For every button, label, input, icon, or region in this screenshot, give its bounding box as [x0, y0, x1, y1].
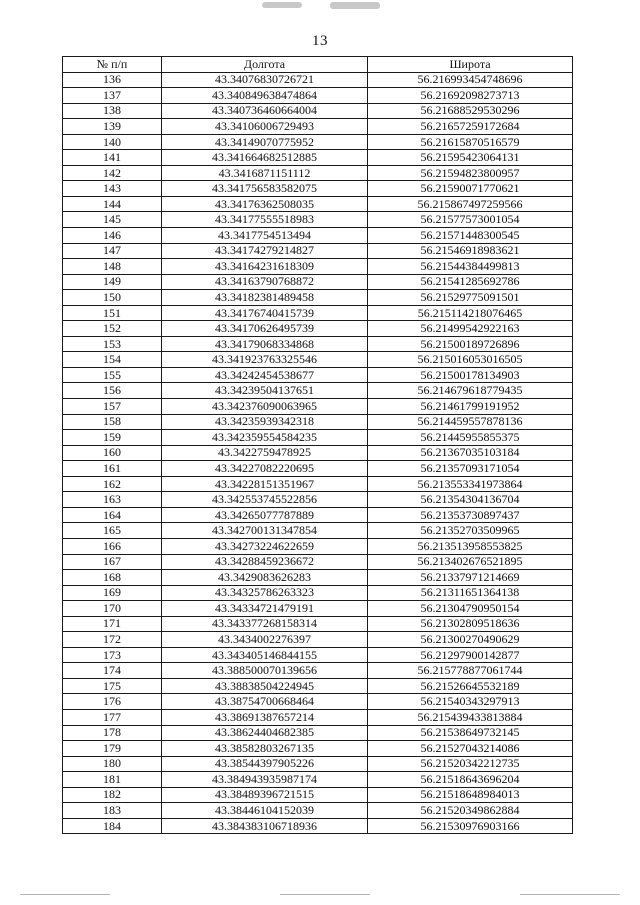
- latitude-cell: 56.213553341973864: [368, 476, 573, 492]
- table-row: [63, 647, 573, 663]
- row-number-cell: 175: [63, 678, 162, 694]
- latitude-cell: 56.21538649732145: [368, 725, 573, 741]
- longitude-cell: 43.34227082220695: [162, 461, 368, 477]
- table-row: [63, 103, 573, 119]
- table-row: [63, 492, 573, 508]
- table-row: [63, 414, 573, 430]
- longitude-cell: 43.34239504137651: [162, 383, 368, 399]
- latitude-cell: 56.215016053016505: [368, 352, 573, 368]
- scan-artifact: [262, 2, 302, 8]
- row-number-cell: 142: [63, 165, 162, 181]
- row-number-cell: 168: [63, 570, 162, 586]
- row-number-cell: 164: [63, 507, 162, 523]
- latitude-cell: 56.21518643696204: [368, 772, 573, 788]
- header-latitude: Широта: [368, 57, 573, 73]
- longitude-cell: 43.384943935987174: [162, 772, 368, 788]
- latitude-cell: 56.21297900142877: [368, 647, 573, 663]
- row-number-cell: 139: [63, 119, 162, 135]
- table-row: [63, 601, 573, 617]
- longitude-cell: 43.34334721479191: [162, 601, 368, 617]
- row-number-cell: 178: [63, 725, 162, 741]
- table-row: [63, 243, 573, 259]
- latitude-cell: 56.21688529530296: [368, 103, 573, 119]
- longitude-cell: 43.3416871151112: [162, 165, 368, 181]
- longitude-cell: 43.34273224622659: [162, 538, 368, 554]
- longitude-cell: 43.34265077787889: [162, 507, 368, 523]
- row-number-cell: 138: [63, 103, 162, 119]
- table-row: [63, 663, 573, 679]
- longitude-cell: 43.34106006729493: [162, 119, 368, 135]
- longitude-cell: 43.38544397905226: [162, 756, 368, 772]
- latitude-cell: 56.21594823800957: [368, 165, 573, 181]
- latitude-cell: 56.21500178134903: [368, 367, 573, 383]
- longitude-cell: 43.342553745522856: [162, 492, 368, 508]
- row-number-cell: 149: [63, 274, 162, 290]
- latitude-cell: 56.21540343297913: [368, 694, 573, 710]
- latitude-cell: 56.21529775091501: [368, 290, 573, 306]
- longitude-cell: 43.38582803267135: [162, 741, 368, 757]
- latitude-cell: 56.215439433813884: [368, 709, 573, 725]
- longitude-cell: 43.34163790768872: [162, 274, 368, 290]
- longitude-cell: 43.34288459236672: [162, 554, 368, 570]
- row-number-cell: 167: [63, 554, 162, 570]
- latitude-cell: 56.21367035103184: [368, 445, 573, 461]
- latitude-cell: 56.21300270490629: [368, 632, 573, 648]
- footer-rule: [280, 894, 370, 895]
- row-number-cell: 174: [63, 663, 162, 679]
- longitude-cell: 43.340736460664004: [162, 103, 368, 119]
- latitude-cell: 56.215778877061744: [368, 663, 573, 679]
- table-row: [63, 741, 573, 757]
- longitude-cell: 43.341664682512885: [162, 150, 368, 166]
- table-row: [63, 538, 573, 554]
- header-longitude: Долгота: [162, 57, 368, 73]
- latitude-cell: 56.21544384499813: [368, 259, 573, 275]
- latitude-cell: 56.21518648984013: [368, 787, 573, 803]
- table-row: [63, 399, 573, 415]
- longitude-cell: 43.38754700668464: [162, 694, 368, 710]
- table-row: [63, 725, 573, 741]
- longitude-cell: 43.34176362508035: [162, 196, 368, 212]
- row-number-cell: 161: [63, 461, 162, 477]
- row-number-cell: 153: [63, 336, 162, 352]
- longitude-cell: 43.343377268158314: [162, 616, 368, 632]
- latitude-cell: 56.214459557878136: [368, 414, 573, 430]
- row-number-cell: 163: [63, 492, 162, 508]
- latitude-cell: 56.21595423064131: [368, 150, 573, 166]
- page-number: 13: [312, 33, 328, 49]
- row-number-cell: 172: [63, 632, 162, 648]
- footer-rule: [20, 894, 110, 895]
- longitude-cell: 43.3422759478925: [162, 445, 368, 461]
- table-row: [63, 554, 573, 570]
- longitude-cell: 43.34170626495739: [162, 321, 368, 337]
- longitude-cell: 43.34164231618309: [162, 259, 368, 275]
- table-row: [63, 756, 573, 772]
- longitude-cell: 43.3429083626283: [162, 570, 368, 586]
- latitude-cell: 56.21520342212735: [368, 756, 573, 772]
- latitude-cell: 56.21311651364138: [368, 585, 573, 601]
- table-row: [63, 165, 573, 181]
- row-number-cell: 147: [63, 243, 162, 259]
- longitude-cell: 43.34076830726721: [162, 72, 368, 88]
- longitude-cell: 43.34176740415739: [162, 305, 368, 321]
- row-number-cell: 141: [63, 150, 162, 166]
- latitude-cell: 56.21354304136704: [368, 492, 573, 508]
- latitude-cell: 56.21530976903166: [368, 818, 573, 834]
- latitude-cell: 56.21357093171054: [368, 461, 573, 477]
- longitude-cell: 43.342376090063965: [162, 399, 368, 415]
- table-row: [63, 694, 573, 710]
- longitude-cell: 43.340849638474864: [162, 88, 368, 104]
- row-number-cell: 169: [63, 585, 162, 601]
- longitude-cell: 43.34325786263323: [162, 585, 368, 601]
- table-row: [63, 88, 573, 104]
- table-row: [63, 787, 573, 803]
- table-row: [63, 134, 573, 150]
- table-row: [63, 818, 573, 834]
- row-number-cell: 146: [63, 228, 162, 244]
- longitude-cell: 43.38624404682385: [162, 725, 368, 741]
- row-number-cell: 158: [63, 414, 162, 430]
- table-row: [63, 72, 573, 88]
- latitude-cell: 56.21615870516579: [368, 134, 573, 150]
- longitude-cell: 43.3434002276397: [162, 632, 368, 648]
- longitude-cell: 43.34149070775952: [162, 134, 368, 150]
- table-row: [63, 616, 573, 632]
- table-row: [63, 336, 573, 352]
- latitude-cell: 56.21527043214086: [368, 741, 573, 757]
- latitude-cell: 56.216993454748696: [368, 72, 573, 88]
- latitude-cell: 56.214679618779435: [368, 383, 573, 399]
- row-number-cell: 157: [63, 399, 162, 415]
- latitude-cell: 56.21461799191952: [368, 399, 573, 415]
- table-row: [63, 383, 573, 399]
- longitude-cell: 43.34182381489458: [162, 290, 368, 306]
- row-number-cell: 165: [63, 523, 162, 539]
- row-number-cell: 156: [63, 383, 162, 399]
- table-row: [63, 678, 573, 694]
- latitude-cell: 56.21526645532189: [368, 678, 573, 694]
- table-row: [63, 119, 573, 135]
- row-number-cell: 173: [63, 647, 162, 663]
- row-number-cell: 183: [63, 803, 162, 819]
- longitude-cell: 43.38489396721515: [162, 787, 368, 803]
- latitude-cell: 56.21337971214669: [368, 570, 573, 586]
- header-number: № п/п: [63, 57, 162, 73]
- row-number-cell: 140: [63, 134, 162, 150]
- latitude-cell: 56.21546918983621: [368, 243, 573, 259]
- row-number-cell: 148: [63, 259, 162, 275]
- longitude-cell: 43.3417754513494: [162, 228, 368, 244]
- scan-artifact: [330, 2, 380, 9]
- longitude-cell: 43.343405146844155: [162, 647, 368, 663]
- longitude-cell: 43.34235939342318: [162, 414, 368, 430]
- row-number-cell: 176: [63, 694, 162, 710]
- row-number-cell: 177: [63, 709, 162, 725]
- table-row: [63, 352, 573, 368]
- table-row: [63, 367, 573, 383]
- longitude-cell: 43.34174279214827: [162, 243, 368, 259]
- latitude-cell: 56.213402676521895: [368, 554, 573, 570]
- table-row: [63, 709, 573, 725]
- table-row: [63, 570, 573, 586]
- latitude-cell: 56.21577573001054: [368, 212, 573, 228]
- table-row: [63, 507, 573, 523]
- longitude-cell: 43.34177555518983: [162, 212, 368, 228]
- longitude-cell: 43.342700131347854: [162, 523, 368, 539]
- table-row: [63, 290, 573, 306]
- table-row: [63, 430, 573, 446]
- row-number-cell: 151: [63, 305, 162, 321]
- latitude-cell: 56.21692098273713: [368, 88, 573, 104]
- row-number-cell: 171: [63, 616, 162, 632]
- latitude-cell: 56.21657259172684: [368, 119, 573, 135]
- table-row: [63, 212, 573, 228]
- table-row: [63, 228, 573, 244]
- table-row: [63, 803, 573, 819]
- row-number-cell: 143: [63, 181, 162, 197]
- row-number-cell: 170: [63, 601, 162, 617]
- longitude-cell: 43.34228151351967: [162, 476, 368, 492]
- latitude-cell: 56.21571448300545: [368, 228, 573, 244]
- row-number-cell: 159: [63, 430, 162, 446]
- footer-rule: [520, 894, 620, 895]
- table-row: [63, 196, 573, 212]
- table-row: [63, 632, 573, 648]
- latitude-cell: 56.215114218076465: [368, 305, 573, 321]
- latitude-cell: 56.21541285692786: [368, 274, 573, 290]
- latitude-cell: 56.21445955855375: [368, 430, 573, 446]
- latitude-cell: 56.21352703509965: [368, 523, 573, 539]
- row-number-cell: 184: [63, 818, 162, 834]
- row-number-cell: 154: [63, 352, 162, 368]
- row-number-cell: 181: [63, 772, 162, 788]
- row-number-cell: 166: [63, 538, 162, 554]
- table-row: [63, 181, 573, 197]
- table-row: [63, 523, 573, 539]
- row-number-cell: 160: [63, 445, 162, 461]
- coordinates-table: [62, 56, 573, 834]
- latitude-cell: 56.21304790950154: [368, 601, 573, 617]
- longitude-cell: 43.34242454538677: [162, 367, 368, 383]
- table-row: [63, 150, 573, 166]
- table-header-row: [63, 57, 573, 73]
- row-number-cell: 162: [63, 476, 162, 492]
- table-body: [63, 72, 573, 834]
- longitude-cell: 43.34179068334868: [162, 336, 368, 352]
- longitude-cell: 43.384383106718936: [162, 818, 368, 834]
- row-number-cell: 144: [63, 196, 162, 212]
- table-row: [63, 259, 573, 275]
- longitude-cell: 43.38838504224945: [162, 678, 368, 694]
- longitude-cell: 43.38691387657214: [162, 709, 368, 725]
- table-row: [63, 305, 573, 321]
- table-row: [63, 445, 573, 461]
- row-number-cell: 182: [63, 787, 162, 803]
- latitude-cell: 56.21590071770621: [368, 181, 573, 197]
- table-row: [63, 461, 573, 477]
- table-row: [63, 476, 573, 492]
- longitude-cell: 43.341923763325546: [162, 352, 368, 368]
- latitude-cell: 56.21353730897437: [368, 507, 573, 523]
- latitude-cell: 56.21500189726896: [368, 336, 573, 352]
- row-number-cell: 137: [63, 88, 162, 104]
- row-number-cell: 180: [63, 756, 162, 772]
- latitude-cell: 56.21499542922163: [368, 321, 573, 337]
- table-row: [63, 321, 573, 337]
- longitude-cell: 43.388500070139656: [162, 663, 368, 679]
- longitude-cell: 43.38446104152039: [162, 803, 368, 819]
- latitude-cell: 56.213513958553825: [368, 538, 573, 554]
- row-number-cell: 136: [63, 72, 162, 88]
- longitude-cell: 43.342359554584235: [162, 430, 368, 446]
- latitude-cell: 56.21302809518636: [368, 616, 573, 632]
- row-number-cell: 179: [63, 741, 162, 757]
- row-number-cell: 150: [63, 290, 162, 306]
- table-row: [63, 274, 573, 290]
- latitude-cell: 56.215867497259566: [368, 196, 573, 212]
- table-row: [63, 772, 573, 788]
- row-number-cell: 152: [63, 321, 162, 337]
- longitude-cell: 43.341756583582075: [162, 181, 368, 197]
- row-number-cell: 145: [63, 212, 162, 228]
- row-number-cell: 155: [63, 367, 162, 383]
- latitude-cell: 56.21520349862884: [368, 803, 573, 819]
- table-row: [63, 585, 573, 601]
